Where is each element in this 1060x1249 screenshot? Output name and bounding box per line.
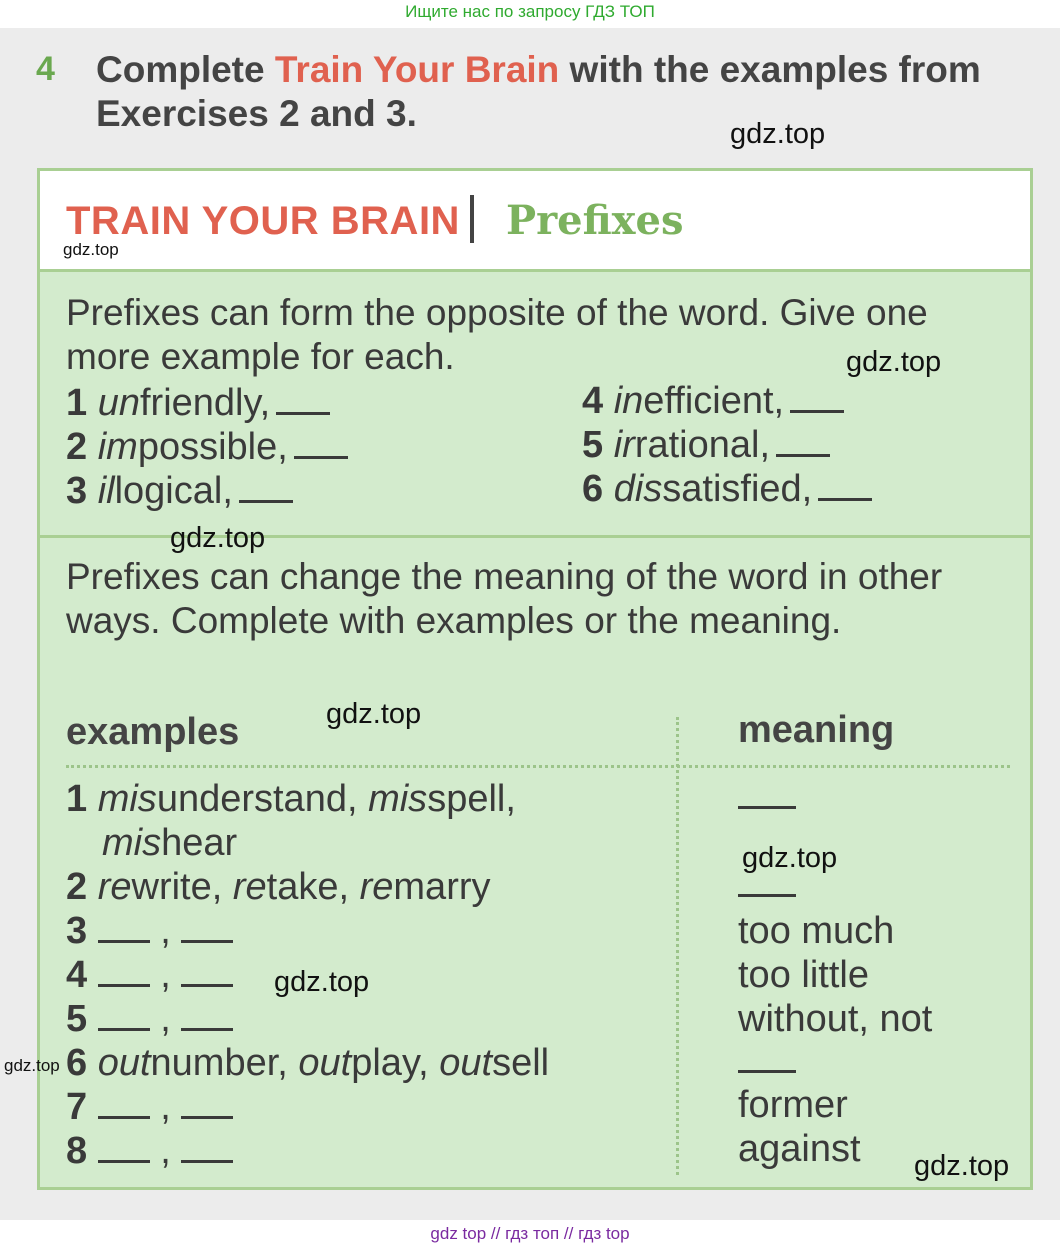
- answer-blank[interactable]: [181, 958, 233, 987]
- meaning-row-3: too much: [738, 910, 895, 952]
- train-your-brain-box: [37, 168, 1033, 1190]
- answer-blank[interactable]: [239, 474, 293, 503]
- examples-column-header: examples: [66, 711, 240, 753]
- box-title: TRAIN YOUR BRAIN: [66, 199, 460, 243]
- meaning-blank-6[interactable]: [738, 1039, 796, 1083]
- answer-blank[interactable]: [776, 428, 830, 457]
- watermark: gdz.top: [274, 966, 370, 998]
- example-row-8: 8 ,: [66, 1129, 233, 1173]
- answer-blank[interactable]: [181, 1134, 233, 1163]
- answer-blank[interactable]: [818, 472, 872, 501]
- meaning-column-header: meaning: [738, 709, 895, 751]
- answer-blank[interactable]: [98, 1090, 150, 1119]
- meaning-row-8: against: [738, 1128, 861, 1170]
- opposite-item-1: 1 unfriendly,: [66, 381, 330, 425]
- answer-blank[interactable]: [181, 1002, 233, 1031]
- title-separator: [470, 195, 474, 243]
- section2-text: Prefixes can change the meaning of the word in other ways. Complete with examples or the meaning.: [66, 556, 943, 641]
- box-header: [40, 171, 1030, 272]
- answer-blank[interactable]: [276, 386, 330, 415]
- exercise-instruction: [96, 48, 996, 136]
- opposite-item-2: 2 impossible,: [66, 425, 348, 469]
- opposite-item-5: 5 irrational,: [582, 423, 830, 467]
- opposite-item-4: 4 inefficient,: [582, 379, 844, 423]
- watermark: gdz.top: [914, 1150, 1010, 1182]
- example-row-6: 6 outnumber, outplay, outsell: [66, 1042, 550, 1084]
- example-row-7: 7 ,: [66, 1085, 233, 1129]
- answer-blank[interactable]: [790, 384, 844, 413]
- section1-text: Prefixes can form the opposite of the word. Give one more example for each.: [66, 292, 928, 377]
- opposite-item-3: 3 illogical,: [66, 469, 293, 513]
- answer-blank[interactable]: [98, 914, 150, 943]
- answer-blank[interactable]: [98, 1002, 150, 1031]
- watermark: gdz.top: [170, 522, 266, 554]
- watermark: gdz.top: [742, 842, 838, 874]
- example-row-2: 2 rewrite, retake, remarry: [66, 866, 491, 908]
- answer-blank[interactable]: [98, 1134, 150, 1163]
- instruction-highlight: Train Your Brain: [274, 49, 560, 90]
- watermark: gdz.top: [63, 240, 119, 259]
- answer-blank[interactable]: [181, 914, 233, 943]
- answer-blank[interactable]: [181, 1090, 233, 1119]
- opposite-item-6: 6 dissatisfied,: [582, 467, 872, 511]
- exercise-number: 4: [36, 50, 55, 88]
- top-banner: Ищите нас по запросу ГДЗ ТОП: [405, 2, 655, 21]
- example-row-4: 4 ,: [66, 953, 233, 997]
- column-dotted-rule: [676, 717, 679, 1175]
- header-dotted-rule: [66, 765, 1010, 768]
- answer-blank[interactable]: [98, 958, 150, 987]
- instruction-text-end: with the examples from Exercises 2 and 3.: [96, 49, 981, 134]
- meaning-row-7: former: [738, 1084, 848, 1126]
- bottom-banner: gdz top // гдз топ // гдз top: [430, 1224, 630, 1243]
- watermark: gdz.top: [846, 346, 942, 378]
- meaning-row-4: too little: [738, 954, 869, 996]
- example-row-5: 5 ,: [66, 997, 233, 1041]
- instruction-text-start: Complete: [96, 49, 275, 90]
- answer-blank[interactable]: [294, 430, 348, 459]
- watermark: gdz.top: [730, 118, 826, 150]
- example-row-1: 1 misunderstand, misspell, mishear: [66, 778, 516, 864]
- example-row-3: 3 ,: [66, 909, 233, 953]
- meaning-row-5: without, not: [738, 998, 933, 1040]
- watermark: gdz.top: [326, 698, 422, 730]
- watermark: gdz.top: [4, 1056, 60, 1075]
- meaning-blank-1[interactable]: [738, 775, 796, 819]
- box-subtitle: Prefixes: [506, 197, 684, 244]
